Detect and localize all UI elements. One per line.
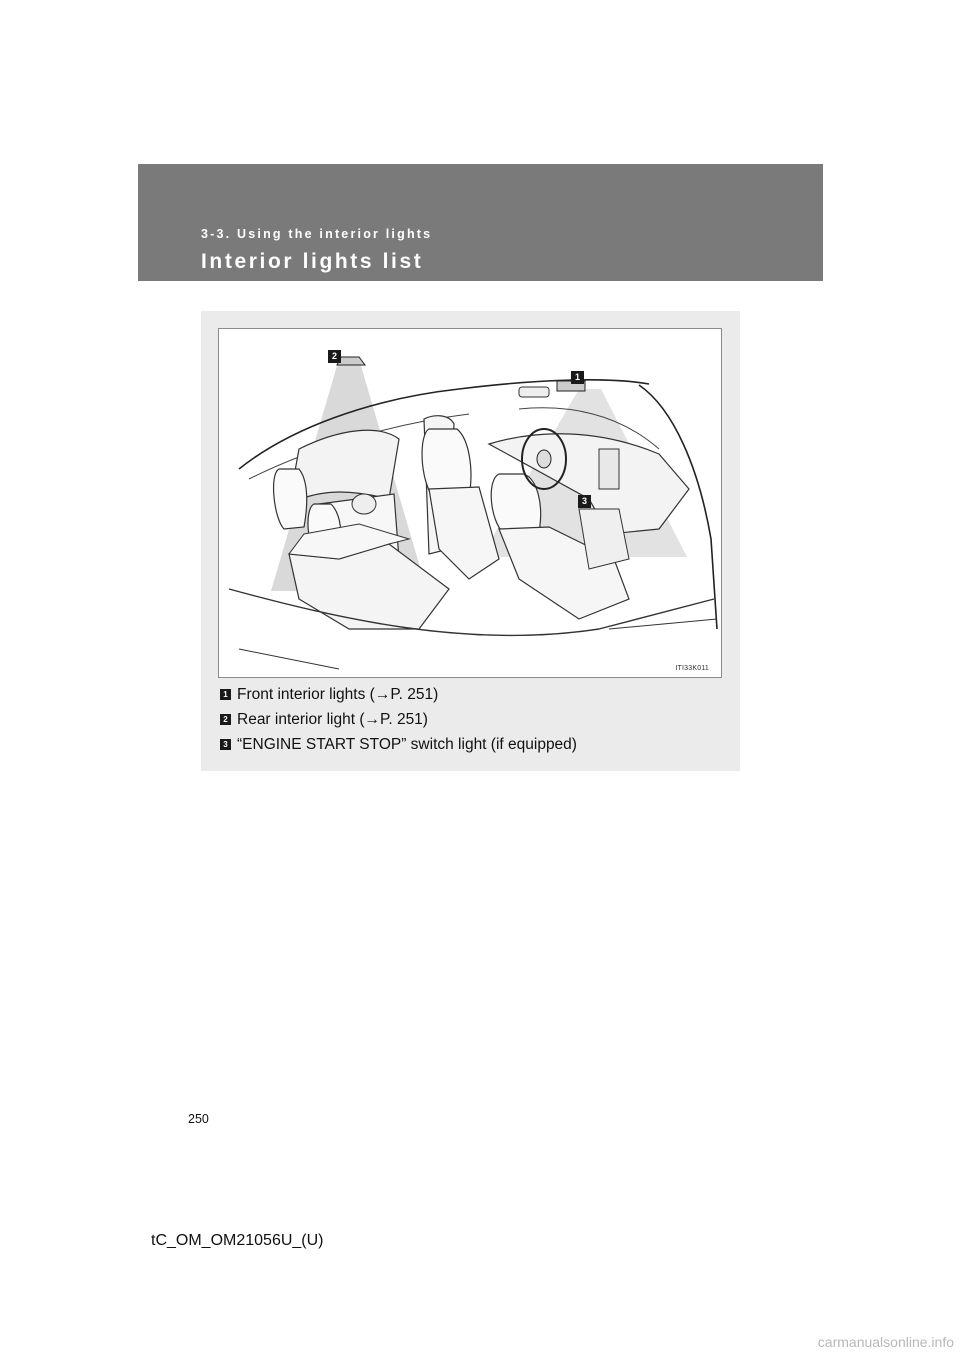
figure-panel <box>201 311 740 771</box>
page-number: 250 <box>188 1112 209 1126</box>
marker-2: 2 <box>328 350 341 363</box>
watermark: carmanualsonline.info <box>817 1334 954 1350</box>
legend-text: Front interior lights (→P. 251) <box>237 685 439 703</box>
legend-number: 2 <box>220 714 231 725</box>
car-interior-illustration <box>218 328 722 678</box>
figure-code: ITI33K011 <box>675 665 709 672</box>
legend-text: “ENGINE START STOP” switch light (if equipped) <box>237 735 577 753</box>
section-label: 3-3. Using the interior lights <box>201 227 433 241</box>
car-interior-drawing <box>219 329 721 677</box>
marker-3: 3 <box>578 495 591 508</box>
legend-item <box>220 707 577 732</box>
marker-1: 1 <box>571 371 584 384</box>
legend-list <box>220 682 577 757</box>
legend-number: 3 <box>220 739 231 750</box>
legend-item <box>220 682 577 707</box>
section-header <box>138 164 823 281</box>
legend-number: 1 <box>220 689 231 700</box>
legend-item <box>220 732 577 757</box>
manual-code: tC_OM_OM21056U_(U) <box>151 1232 324 1249</box>
page-title: Interior lights list <box>201 250 424 273</box>
legend-text: Rear interior light (→P. 251) <box>237 710 428 728</box>
